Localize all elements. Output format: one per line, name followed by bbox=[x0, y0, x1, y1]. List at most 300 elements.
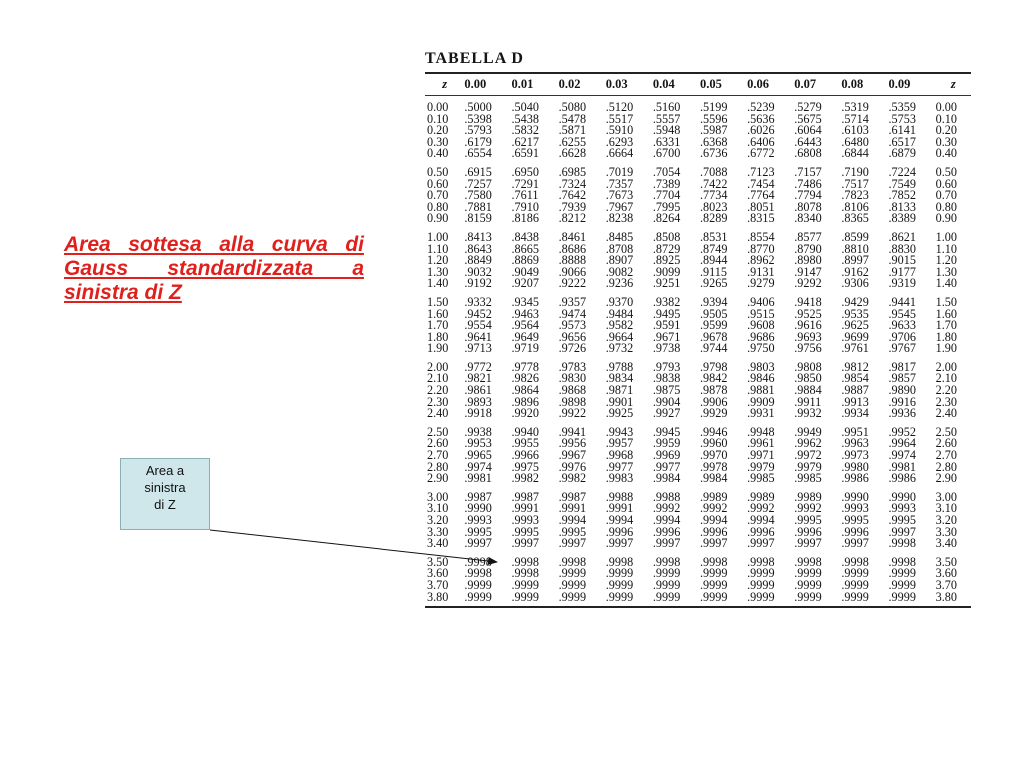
table-cell: .6255 bbox=[558, 134, 587, 149]
table-cell: .7642 bbox=[558, 188, 587, 203]
table-cell: .9890 bbox=[888, 383, 916, 398]
table-cell: .9992 bbox=[652, 501, 681, 516]
table-cell: .9997 bbox=[747, 536, 775, 551]
table-cell: 3.60 bbox=[935, 566, 957, 581]
table-cell: .6103 bbox=[841, 123, 869, 138]
column-header: 0.05 bbox=[699, 77, 722, 91]
table-cell: .9896 bbox=[511, 394, 539, 409]
table-cell: .9909 bbox=[747, 394, 775, 409]
table-cell: .7910 bbox=[511, 199, 539, 214]
table-cell: .9991 bbox=[511, 501, 539, 516]
table-cell: .9999 bbox=[888, 577, 916, 592]
table-cell: .6985 bbox=[558, 164, 587, 179]
table-cell: .8577 bbox=[794, 229, 822, 244]
table-cell: .9990 bbox=[888, 489, 916, 504]
table-cell: 2.20 bbox=[427, 383, 449, 398]
table-cell: .9808 bbox=[794, 359, 822, 374]
table-cell: .9913 bbox=[841, 394, 869, 409]
table-cell: .9998 bbox=[464, 554, 492, 569]
table-cell: .9995 bbox=[464, 524, 492, 539]
table-cell: .8729 bbox=[652, 241, 681, 256]
table-cell: .9975 bbox=[511, 459, 539, 474]
table-cell: .5714 bbox=[841, 111, 869, 126]
table-cell: 3.10 bbox=[935, 501, 957, 516]
table-cell: .8554 bbox=[747, 229, 775, 244]
table-cell: .9616 bbox=[794, 318, 822, 333]
table-cell: .9996 bbox=[605, 524, 634, 539]
table-cell: .9916 bbox=[888, 394, 916, 409]
table-cell: .9192 bbox=[464, 276, 492, 291]
table-cell: 0.50 bbox=[427, 164, 449, 179]
table-cell: .6700 bbox=[652, 146, 681, 161]
table-cell: 1.80 bbox=[427, 329, 449, 344]
table-cell: .8289 bbox=[699, 211, 728, 226]
table-cell: .9904 bbox=[652, 394, 681, 409]
table-cell: .9998 bbox=[841, 554, 869, 569]
table-cell: .9996 bbox=[652, 524, 681, 539]
table-cell: .5478 bbox=[558, 111, 587, 126]
table-cell: .8621 bbox=[888, 229, 916, 244]
table-cell: .9979 bbox=[747, 459, 775, 474]
table-cell: .9998 bbox=[558, 554, 587, 569]
table-cell: 0.70 bbox=[935, 188, 957, 203]
table-cell: .9988 bbox=[605, 489, 634, 504]
table-cell: .9207 bbox=[511, 276, 539, 291]
table-cell: .5120 bbox=[605, 100, 634, 114]
table-cell: 0.60 bbox=[935, 176, 957, 191]
table-cell: .9922 bbox=[558, 406, 587, 421]
table-cell: .8485 bbox=[605, 229, 634, 244]
table-cell: .5517 bbox=[605, 111, 634, 126]
table-cell: .8133 bbox=[888, 199, 916, 214]
table-cell: .9970 bbox=[699, 448, 728, 463]
table-cell: .9798 bbox=[699, 359, 728, 374]
table-cell: 3.80 bbox=[427, 589, 449, 604]
table-cell: .9994 bbox=[652, 513, 681, 527]
table-cell: .9979 bbox=[794, 459, 822, 474]
table-cell: 3.10 bbox=[427, 501, 449, 516]
table-cell: .5596 bbox=[699, 111, 728, 126]
table-cell: .9713 bbox=[464, 341, 492, 356]
table-cell: .9986 bbox=[888, 471, 916, 486]
table-cell: .9545 bbox=[888, 306, 916, 321]
table-cell: .9993 bbox=[841, 501, 869, 516]
table-cell: .9251 bbox=[652, 276, 681, 291]
table-cell: .5000 bbox=[464, 100, 492, 114]
table-cell: .9990 bbox=[464, 501, 492, 516]
table-cell: .9332 bbox=[464, 294, 492, 309]
table-cell: .5753 bbox=[888, 111, 916, 126]
table-cell: .9418 bbox=[794, 294, 822, 309]
table-cell: .6844 bbox=[841, 146, 869, 161]
table-cell: 1.10 bbox=[935, 241, 957, 256]
table-cell: .9996 bbox=[841, 524, 869, 539]
column-header: 0.08 bbox=[841, 77, 864, 91]
table-cell: 2.60 bbox=[427, 436, 449, 451]
table-title: TABELLA D bbox=[425, 50, 524, 67]
table-cell: .6179 bbox=[464, 134, 492, 149]
table-cell: .9838 bbox=[652, 371, 681, 386]
table-cell: .9993 bbox=[888, 501, 916, 516]
table-cell: 0.70 bbox=[427, 188, 449, 203]
table-cell: .9995 bbox=[841, 513, 869, 527]
table-cell: .8340 bbox=[794, 211, 822, 226]
table-cell: .9846 bbox=[747, 371, 775, 386]
table-cell: .9115 bbox=[699, 264, 727, 279]
table-cell: .9854 bbox=[841, 371, 869, 386]
callout-line: sinistra bbox=[144, 480, 186, 495]
table-cell: 0.60 bbox=[427, 176, 449, 191]
table-cell: .5987 bbox=[699, 123, 728, 138]
table-cell: .8106 bbox=[841, 199, 869, 214]
table-cell: .9783 bbox=[558, 359, 587, 374]
table-cell: .9999 bbox=[699, 566, 728, 581]
table-cell: 0.20 bbox=[427, 123, 449, 138]
callout-line: di Z bbox=[154, 497, 176, 512]
table-cell: .6331 bbox=[652, 134, 681, 149]
table-cell: .7157 bbox=[794, 164, 822, 179]
table-cell: .9015 bbox=[888, 253, 916, 268]
table-cell: .9994 bbox=[747, 513, 775, 527]
table-cell: 0.20 bbox=[935, 123, 957, 138]
table-cell: .9986 bbox=[841, 471, 869, 486]
table-cell: .7734 bbox=[699, 188, 728, 203]
table-cell: .9998 bbox=[699, 554, 728, 569]
table-cell: .6915 bbox=[464, 164, 492, 179]
table-cell: .7054 bbox=[652, 164, 681, 179]
table-cell: .9591 bbox=[652, 318, 681, 333]
table-cell: .9999 bbox=[888, 566, 916, 581]
table-cell: .9953 bbox=[464, 436, 492, 451]
table-cell: 3.70 bbox=[427, 577, 449, 592]
table-cell: 0.80 bbox=[935, 199, 957, 214]
table-cell: .9969 bbox=[652, 448, 681, 463]
table-cell: .9535 bbox=[841, 306, 869, 321]
table-cell: .9931 bbox=[747, 406, 775, 421]
table-cell: 3.50 bbox=[935, 554, 957, 569]
table-cell: 2.00 bbox=[935, 359, 957, 374]
table-cell: .8888 bbox=[558, 253, 587, 268]
table-row bbox=[425, 538, 971, 550]
table-cell: .9985 bbox=[747, 471, 775, 486]
table-cell: .9998 bbox=[794, 554, 822, 569]
table-cell: .6026 bbox=[747, 123, 775, 138]
table-cell: .9633 bbox=[888, 318, 916, 333]
table-cell: 2.30 bbox=[427, 394, 449, 409]
table-cell: .8643 bbox=[464, 241, 492, 256]
table-cell: .9929 bbox=[699, 406, 728, 421]
table-cell: 2.90 bbox=[935, 471, 957, 486]
table-cell: .5793 bbox=[464, 123, 492, 138]
table-cell: 1.70 bbox=[935, 318, 957, 333]
table-cell: .9997 bbox=[699, 536, 728, 551]
table-cell: .9484 bbox=[605, 306, 634, 321]
table-cell: 0.80 bbox=[427, 199, 449, 214]
table-cell: .8708 bbox=[605, 241, 634, 256]
table-cell: .9719 bbox=[511, 341, 539, 356]
table-cell: .9319 bbox=[888, 276, 916, 291]
table-cell: .9999 bbox=[511, 577, 539, 592]
table-cell: .8051 bbox=[747, 199, 775, 214]
table-cell: 3.20 bbox=[427, 513, 449, 527]
table-cell: .5279 bbox=[794, 100, 822, 114]
table-cell: .7939 bbox=[558, 199, 587, 214]
table-cell: .7190 bbox=[841, 164, 869, 179]
table-cell: .7454 bbox=[747, 176, 775, 191]
table-cell: .6591 bbox=[511, 146, 539, 161]
table-row bbox=[425, 592, 971, 604]
table-cell: 2.20 bbox=[935, 383, 957, 398]
table-cell: .9994 bbox=[558, 513, 587, 527]
table-cell: .9999 bbox=[747, 589, 775, 604]
table-cell: .9686 bbox=[747, 329, 775, 344]
table-cell: .9881 bbox=[747, 383, 775, 398]
caption-area-description: Area sottesa alla curva di Gauss standardizzata a sinistra di Z bbox=[64, 233, 364, 304]
table-cell: .8264 bbox=[652, 211, 681, 226]
table-cell: .9830 bbox=[558, 371, 587, 386]
table-cell: .9495 bbox=[652, 306, 681, 321]
table-cell: 2.10 bbox=[427, 371, 449, 386]
table-cell: .6879 bbox=[888, 146, 916, 161]
table-cell: .5199 bbox=[699, 100, 728, 114]
table-cell: .9793 bbox=[652, 359, 681, 374]
table-cell: .9936 bbox=[888, 406, 916, 421]
table-cell: .9999 bbox=[558, 589, 587, 604]
table-cell: 1.30 bbox=[935, 264, 957, 279]
table-cell: 0.90 bbox=[427, 211, 449, 226]
table-cell: .8599 bbox=[841, 229, 869, 244]
table-cell: .9940 bbox=[511, 424, 539, 439]
table-cell: .8212 bbox=[558, 211, 587, 226]
table-cell: .9732 bbox=[605, 341, 634, 356]
table-cell: .9974 bbox=[464, 459, 492, 474]
column-header: 0.04 bbox=[652, 77, 675, 91]
table-cell: .7357 bbox=[605, 176, 634, 191]
table-cell: 0.30 bbox=[935, 134, 957, 149]
table-cell: .9955 bbox=[511, 436, 539, 451]
table-cell: .9699 bbox=[841, 329, 869, 344]
table-cell: 2.50 bbox=[935, 424, 957, 439]
table-cell: .9032 bbox=[464, 264, 492, 279]
table-cell: .9893 bbox=[464, 394, 492, 409]
table-cell: .9525 bbox=[794, 306, 822, 321]
table-cell: .9948 bbox=[747, 424, 775, 439]
table-cell: .8810 bbox=[841, 241, 869, 256]
table-cell: .9999 bbox=[841, 589, 869, 604]
table-cell: .9406 bbox=[747, 294, 775, 309]
table-cell: .9671 bbox=[652, 329, 681, 344]
table-cell: .9236 bbox=[605, 276, 634, 291]
table-cell: 2.80 bbox=[935, 459, 957, 474]
table-cell: .9932 bbox=[794, 406, 822, 421]
table-cell: .9066 bbox=[558, 264, 587, 279]
table-cell: .7324 bbox=[558, 176, 587, 191]
table-cell: .9099 bbox=[652, 264, 681, 279]
table-cell: .8925 bbox=[652, 253, 681, 268]
table-cell: 1.50 bbox=[427, 294, 449, 309]
table-cell: .9162 bbox=[841, 264, 869, 279]
table-cell: .9756 bbox=[794, 341, 822, 356]
table-cell: .9997 bbox=[652, 536, 681, 551]
table-cell: 0.10 bbox=[427, 111, 449, 126]
table-cell: .9981 bbox=[464, 471, 492, 486]
table-cell: .9994 bbox=[605, 513, 634, 527]
table-cell: .9625 bbox=[841, 318, 869, 333]
table-cell: .9943 bbox=[605, 424, 634, 439]
table-cell: .7764 bbox=[747, 188, 775, 203]
table-cell: .9999 bbox=[464, 577, 492, 592]
table-cell: .9927 bbox=[652, 406, 681, 421]
table-cell: .9382 bbox=[652, 294, 681, 309]
column-header: 0.06 bbox=[747, 77, 769, 91]
table-cell: .9997 bbox=[511, 536, 539, 551]
table-cell: .9987 bbox=[464, 489, 492, 504]
table-cell: 1.00 bbox=[427, 229, 449, 244]
table-cell: .6554 bbox=[464, 146, 492, 161]
column-header: 0.03 bbox=[605, 77, 628, 91]
table-cell: .9999 bbox=[605, 577, 634, 592]
table-cell: .9842 bbox=[699, 371, 728, 386]
table-cell: .9778 bbox=[511, 359, 539, 374]
table-cell: 1.30 bbox=[427, 264, 449, 279]
table-cell: 2.80 bbox=[427, 459, 449, 474]
table-cell: .6808 bbox=[794, 146, 822, 161]
table-cell: .9706 bbox=[888, 329, 916, 344]
table-cell: .9999 bbox=[605, 566, 634, 581]
table-cell: .9992 bbox=[699, 501, 728, 516]
table-cell: .9906 bbox=[699, 394, 728, 409]
table-cell: .9131 bbox=[747, 264, 775, 279]
column-header: 0.09 bbox=[888, 77, 911, 91]
table-cell: .9993 bbox=[511, 513, 539, 527]
table-cell: .9963 bbox=[841, 436, 869, 451]
table-cell: 3.30 bbox=[935, 524, 957, 539]
table-cell: .9861 bbox=[464, 383, 492, 398]
table-cell: .9989 bbox=[699, 489, 728, 504]
table-cell: 3.40 bbox=[427, 536, 449, 551]
table-cell: .7123 bbox=[747, 164, 775, 179]
table-cell: .9999 bbox=[841, 566, 869, 581]
table-cell: .9995 bbox=[794, 513, 822, 527]
table-cell: .9394 bbox=[699, 294, 728, 309]
table-cell: 2.30 bbox=[935, 394, 957, 409]
table-row bbox=[425, 96, 971, 114]
table-cell: .9441 bbox=[888, 294, 916, 309]
table-cell: .9989 bbox=[794, 489, 822, 504]
column-header: z bbox=[442, 77, 448, 91]
table-cell: 1.50 bbox=[935, 294, 957, 309]
table-cell: 0.50 bbox=[935, 164, 957, 179]
table-cell: .9082 bbox=[605, 264, 634, 279]
table-cell: .9911 bbox=[794, 394, 822, 409]
table-cell: .9515 bbox=[747, 306, 775, 321]
table-cell: .8159 bbox=[464, 211, 492, 226]
table-cell: .9726 bbox=[558, 341, 587, 356]
table-cell: .5398 bbox=[464, 111, 492, 126]
table-cell: .9279 bbox=[747, 276, 775, 291]
table-cell: .9788 bbox=[605, 359, 634, 374]
table-cell: .9951 bbox=[841, 424, 869, 439]
table-cell: .9345 bbox=[511, 294, 539, 309]
table-cell: .9999 bbox=[699, 589, 728, 604]
table-cell: 3.20 bbox=[935, 513, 957, 527]
table-cell: .9987 bbox=[511, 489, 539, 504]
table-cell: .9641 bbox=[464, 329, 492, 344]
table-row bbox=[425, 343, 971, 355]
bottom-rule bbox=[425, 606, 971, 608]
table-cell: .9966 bbox=[511, 448, 539, 463]
table-cell: .9999 bbox=[558, 566, 587, 581]
table-cell: .9826 bbox=[511, 371, 539, 386]
table-cell: .9999 bbox=[747, 577, 775, 592]
table-cell: .9573 bbox=[558, 318, 587, 333]
table-cell: .9972 bbox=[794, 448, 822, 463]
table-cell: .9999 bbox=[652, 566, 681, 581]
table-cell: .9998 bbox=[888, 554, 916, 569]
table-cell: 2.70 bbox=[935, 448, 957, 463]
table-cell: .9147 bbox=[794, 264, 822, 279]
table-cell: .9998 bbox=[652, 554, 681, 569]
table-cell: .9772 bbox=[464, 359, 492, 374]
table-cell: 3.40 bbox=[935, 536, 957, 551]
table-cell: .9984 bbox=[699, 471, 728, 486]
table-cell: .8315 bbox=[747, 211, 775, 226]
table-cell: 3.00 bbox=[427, 489, 449, 504]
table-cell: .8849 bbox=[464, 253, 492, 268]
table-cell: .9980 bbox=[841, 459, 869, 474]
table-cell: .8438 bbox=[511, 229, 539, 244]
table-cell: .9992 bbox=[794, 501, 822, 516]
table-cell: 1.20 bbox=[935, 253, 957, 268]
table-cell: .9693 bbox=[794, 329, 822, 344]
table-cell: .6064 bbox=[794, 123, 822, 138]
table-cell: .9977 bbox=[652, 459, 681, 474]
table-cell: .9952 bbox=[888, 424, 916, 439]
table-cell: .9864 bbox=[511, 383, 539, 398]
table-cell: 1.90 bbox=[427, 341, 449, 356]
table-cell: .9934 bbox=[841, 406, 869, 421]
table-cell: .9357 bbox=[558, 294, 587, 309]
table-cell: 0.40 bbox=[427, 146, 449, 161]
table-cell: .9992 bbox=[747, 501, 775, 516]
table-cell: .6772 bbox=[747, 146, 775, 161]
table-cell: .9956 bbox=[558, 436, 587, 451]
table-cell: .7611 bbox=[511, 188, 539, 203]
table-cell: .9744 bbox=[699, 341, 728, 356]
table-cell: .9868 bbox=[558, 383, 587, 398]
table-cell: .9961 bbox=[747, 436, 775, 451]
table-cell: 2.40 bbox=[935, 406, 957, 421]
table-cell: 3.80 bbox=[935, 589, 957, 604]
table-cell: .9981 bbox=[888, 459, 916, 474]
table-cell: .7823 bbox=[841, 188, 869, 203]
column-header: 0.07 bbox=[794, 77, 817, 91]
table-cell: .9750 bbox=[747, 341, 775, 356]
table-cell: .6664 bbox=[605, 146, 634, 161]
table-cell: .9997 bbox=[558, 536, 587, 551]
table-cell: .7019 bbox=[605, 164, 634, 179]
callout-line: Area a bbox=[145, 463, 185, 478]
table-cell: 1.60 bbox=[935, 306, 957, 321]
table-cell: .7291 bbox=[511, 176, 539, 191]
table-cell: .6406 bbox=[747, 134, 775, 149]
table-cell: .5438 bbox=[511, 111, 539, 126]
table-cell: 2.90 bbox=[427, 471, 449, 486]
table-cell: .9977 bbox=[605, 459, 634, 474]
table-cell: .9857 bbox=[888, 371, 916, 386]
table-cell: 3.50 bbox=[427, 554, 449, 569]
table-cell: .9664 bbox=[605, 329, 634, 344]
